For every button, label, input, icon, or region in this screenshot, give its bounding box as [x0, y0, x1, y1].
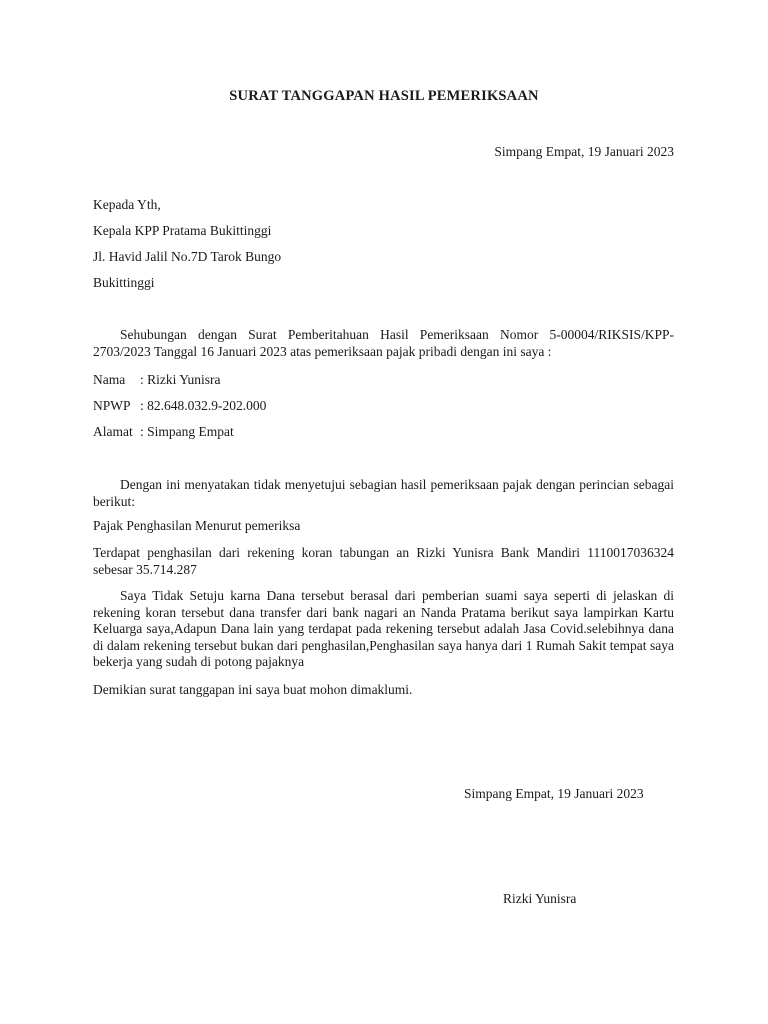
place-date-bottom: Simpang Empat, 19 Januari 2023: [464, 786, 644, 801]
recipient-salutation: Kepada Yth,: [93, 197, 161, 212]
identity-address-row: [93, 424, 234, 440]
npwp-label: NPWP: [93, 398, 131, 413]
recipient-name: Kepala KPP Pratama Bukittinggi: [93, 223, 272, 238]
name-label: Nama: [93, 372, 126, 387]
income-finding: Terdapat penghasilan dari rekening koran tabungan an Rizki Yunisra Bank Mandiri 1110017036324 sebesar 35.714.287: [93, 545, 674, 577]
name-value: : Rizki Yunisra: [140, 372, 221, 387]
tax-heading: Pajak Penghasilan Menurut pemeriksa: [93, 518, 301, 533]
address-label: Alamat: [93, 424, 133, 439]
npwp-value: : 82.648.032.9-202.000: [140, 398, 267, 413]
recipient-address: Jl. Havid Jalil No.7D Tarok Bungo: [93, 249, 282, 264]
statement-paragraph: Dengan ini menyatakan tidak menyetujui sebagian hasil pemeriksaan pajak dengan perincian sebagai berikut:: [93, 477, 674, 509]
identity-npwp-row: [93, 398, 266, 414]
identity-name-row: [93, 372, 221, 388]
place-date-top: Simpang Empat, 19 Januari 2023: [494, 144, 674, 159]
letter-title: SURAT TANGGAPAN HASIL PEMERIKSAAN: [229, 88, 539, 104]
intro-paragraph: Sehubungan dengan Surat Pemberitahuan Hasil Pemeriksaan Nomor 5-00004/RIKSIS/KPP-2703/2023 Tanggal 16 Januari 2023 atas pemeriksaan pajak pribadi dengan ini saya :: [93, 327, 674, 359]
signer-name: Rizki Yunisra: [503, 891, 577, 906]
closing-sentence: Demikian surat tanggapan ini saya buat mohon dimaklumi.: [93, 682, 413, 697]
recipient-city: Bukittinggi: [93, 275, 155, 290]
address-value: : Simpang Empat: [140, 424, 234, 439]
objection-paragraph: Saya Tidak Setuju karna Dana tersebut berasal dari pemberian suami saya seperti di jelaskan di rekening koran tersebut dana transfer dari bank nagari an Nanda Pratama berikut saya lampirkan Kartu Keluarga saya,Adapun Dana lain yang terdapat pada rekening tersebut adalah Jasa Covid.selebihnya dana di dalam rekening tersebut bukan dari penghasilan,Penghasilan saya hanya dari 1 Rumah Sakit tempat saya bekerja yang sudah di potong pajaknya: [93, 588, 674, 669]
